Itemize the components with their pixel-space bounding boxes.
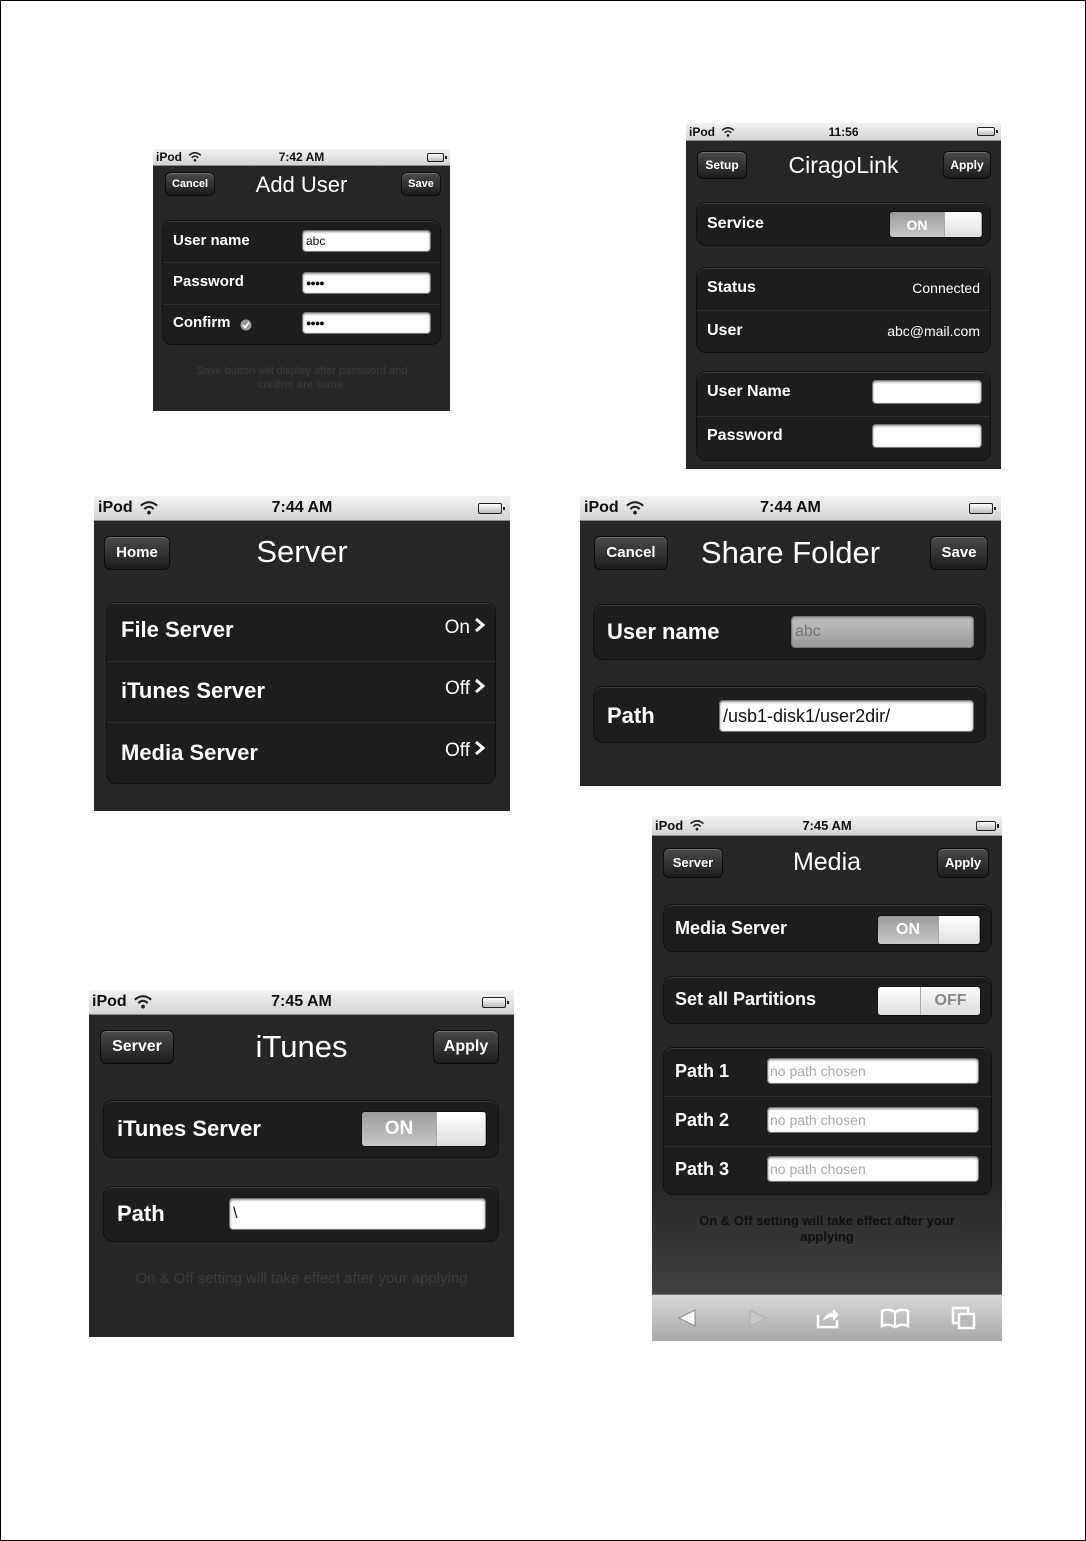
status-value: Connected	[912, 280, 980, 296]
media-server-value	[445, 740, 485, 762]
media-server-label: Media Server	[121, 740, 258, 765]
itunes-server-label: iTunes Server	[121, 678, 265, 703]
path2-label: Path 2	[675, 1110, 730, 1130]
username-input[interactable]: abc	[302, 230, 431, 252]
battery-icon	[977, 127, 995, 136]
toggle-knob	[938, 916, 980, 944]
form-row	[697, 372, 990, 417]
carrier-label: iPod	[655, 818, 684, 833]
path-input[interactable]: \	[229, 1198, 486, 1230]
service-group	[696, 202, 991, 246]
user-form	[162, 220, 441, 345]
media-server-toggle[interactable]	[877, 915, 981, 945]
share-icon[interactable]	[815, 1307, 841, 1329]
chevron-right-icon	[474, 617, 485, 633]
user-value: abc@mail.com	[887, 323, 980, 339]
server-list	[106, 602, 496, 784]
cancel-button[interactable]: Cancel	[165, 172, 215, 196]
carrier-label: iPod	[584, 499, 619, 516]
nav-title: Add User	[255, 172, 348, 197]
itunes-server-group	[103, 1100, 499, 1158]
status-time: 7:45 AM	[271, 993, 332, 1010]
itunes-server-status: Off	[445, 678, 470, 699]
itunes-server-value	[445, 678, 485, 700]
battery-icon	[482, 997, 506, 1008]
toggle-knob	[944, 212, 982, 237]
toggle-knob	[878, 987, 921, 1015]
path-label: Path	[607, 703, 655, 728]
wifi-icon	[133, 995, 153, 1009]
user-group	[593, 604, 986, 660]
status-bar	[652, 816, 1002, 836]
media-server-label: Media Server	[675, 918, 788, 938]
battery-icon	[478, 503, 502, 514]
file-server-row[interactable]	[107, 603, 495, 662]
password-input[interactable]	[872, 424, 982, 448]
file-server-label: File Server	[121, 617, 234, 642]
nav-title: CiragoLink	[788, 152, 899, 178]
username-input: abc	[791, 616, 974, 648]
form-row	[163, 305, 440, 346]
toggle-off-label: OFF	[921, 987, 980, 1015]
carrier-label: iPod	[98, 499, 133, 516]
path2-input[interactable]: no path chosen	[767, 1107, 979, 1133]
chevron-right-icon	[474, 678, 485, 694]
user-row	[697, 311, 990, 353]
itunes-server-toggle[interactable]	[361, 1111, 487, 1147]
nav-title: Server	[256, 534, 348, 569]
login-group	[696, 371, 991, 461]
status-row	[697, 268, 990, 311]
save-hint: Save button will display after password and confirm are same.	[196, 365, 408, 391]
battery-icon	[969, 503, 993, 514]
status-bar	[580, 496, 1001, 521]
check-icon	[240, 319, 252, 331]
status-group	[696, 267, 991, 353]
apply-button[interactable]: Apply	[433, 1030, 499, 1064]
status-bar	[686, 123, 1001, 141]
status-bar	[94, 496, 510, 521]
partitions-label: Set all Partitions	[675, 989, 817, 1009]
service-toggle[interactable]	[889, 211, 983, 238]
status-time: 7:42 AM	[278, 150, 325, 164]
status-time: 11:56	[828, 124, 859, 139]
path-row	[664, 1097, 991, 1147]
password-label: Password	[173, 273, 244, 290]
carrier-label: iPod	[156, 150, 182, 164]
add-user-screen	[153, 149, 450, 411]
browser-toolbar	[652, 1294, 1002, 1341]
nav-title: Share Folder	[700, 535, 881, 570]
media-server-status: Off	[445, 740, 470, 761]
status-bar	[153, 149, 450, 166]
media-screen	[652, 816, 1002, 1341]
save-button[interactable]: Save	[401, 172, 441, 196]
path3-label: Path 3	[675, 1159, 730, 1179]
battery-icon	[976, 821, 996, 831]
path-input[interactable]: /usb1-disk1/user2dir/	[719, 700, 974, 732]
form-row	[697, 417, 990, 461]
back-icon[interactable]	[677, 1308, 699, 1328]
username-label: User name	[607, 619, 720, 644]
file-server-status: On	[444, 617, 470, 638]
apply-hint: On & Off setting will take effect after your applying	[135, 1270, 468, 1287]
path-group	[593, 686, 986, 743]
share-folder-screen	[580, 496, 1001, 786]
nav-title: Media	[792, 848, 862, 876]
toggle-on-label: ON	[890, 212, 944, 237]
forward-icon[interactable]	[746, 1308, 768, 1328]
service-label: Service	[707, 215, 764, 232]
path-label: Path	[117, 1201, 165, 1226]
path-group	[103, 1186, 499, 1242]
username-input[interactable]	[872, 380, 982, 404]
paths-group	[663, 1047, 992, 1195]
carrier-label: iPod	[689, 124, 715, 139]
password-input[interactable]: ●●●●	[302, 272, 431, 294]
path3-input[interactable]: no path chosen	[767, 1156, 979, 1182]
server-button[interactable]: Server	[663, 848, 723, 878]
form-row	[163, 221, 440, 263]
wifi-icon	[625, 501, 645, 515]
cancel-button[interactable]: Cancel	[594, 536, 668, 570]
nav-title: iTunes	[255, 1029, 348, 1064]
path1-label: Path 1	[675, 1061, 730, 1081]
wifi-icon	[721, 127, 735, 137]
wifi-icon	[188, 152, 202, 162]
confirm-input[interactable]: ●●●●	[302, 312, 431, 334]
media-server-group	[663, 904, 992, 952]
confirm-label: Confirm	[173, 314, 231, 331]
bookmarks-icon[interactable]	[880, 1307, 910, 1329]
status-time: 7:44 AM	[760, 499, 821, 516]
user-label: User	[707, 322, 743, 339]
save-button[interactable]: Save	[930, 536, 988, 570]
path-row	[664, 1048, 991, 1097]
username-label: User Name	[707, 383, 791, 400]
ciragolink-screen	[686, 123, 1001, 469]
file-server-value	[445, 617, 485, 639]
path1-input[interactable]: no path chosen	[767, 1058, 979, 1084]
path-row	[664, 1147, 991, 1195]
apply-hint: On & Off setting will take effect after your applying	[699, 1213, 955, 1245]
media-server-row[interactable]	[107, 723, 495, 784]
setup-button[interactable]: Setup	[697, 151, 747, 179]
toggle-knob	[436, 1112, 486, 1146]
server-screen	[94, 496, 510, 811]
pages-icon[interactable]	[951, 1306, 977, 1330]
partitions-toggle[interactable]	[877, 986, 981, 1016]
wifi-icon	[139, 501, 159, 515]
form-row	[163, 263, 440, 305]
status-label: Status	[707, 279, 756, 296]
username-label: User name	[173, 232, 250, 249]
home-button[interactable]: Home	[104, 536, 170, 570]
wifi-icon	[689, 820, 705, 831]
itunes-server-label: iTunes Server	[117, 1116, 261, 1141]
itunes-server-row[interactable]	[107, 662, 495, 723]
partitions-group	[663, 976, 992, 1024]
status-time: 7:44 AM	[271, 499, 333, 516]
apply-button[interactable]: Apply	[943, 151, 991, 179]
battery-icon	[427, 153, 444, 162]
carrier-label: iPod	[92, 993, 127, 1010]
status-bar	[89, 990, 514, 1015]
toggle-on-label: ON	[362, 1112, 436, 1146]
password-label: Password	[707, 427, 783, 444]
chevron-right-icon	[474, 740, 485, 756]
status-time: 7:45 AM	[802, 818, 852, 833]
toggle-on-label: ON	[878, 916, 938, 944]
itunes-screen	[89, 990, 514, 1337]
apply-button[interactable]: Apply	[937, 848, 989, 878]
server-button[interactable]: Server	[100, 1030, 174, 1064]
